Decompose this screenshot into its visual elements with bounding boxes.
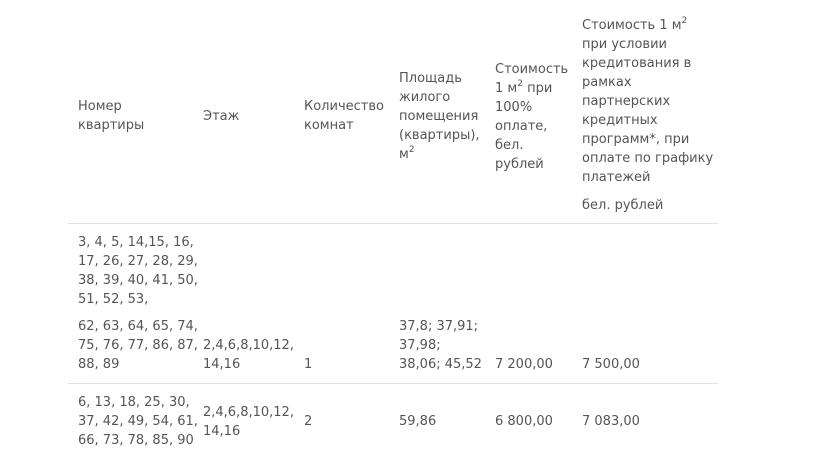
row1-price-credit: 7 500,00 bbox=[582, 357, 640, 372]
row1-apartments-part1: 3, 4, 5, 14,15, 16, 17, 26, 27, 28, 29, 38, 39, 40, 41, 50, 51, 52, 53, bbox=[78, 235, 198, 307]
row2-floor: 2,4,6,8,10,12, 14,16 bbox=[203, 405, 294, 439]
row1-area: 37,8; 37,91; 37,98; 38,06; 45,52 bbox=[399, 319, 482, 372]
row2-apartments: 6, 13, 18, 25, 30, 37, 42, 49, 54, 61, 66, 73, 78, 85, 90 bbox=[78, 395, 198, 448]
header-floor: Этаж bbox=[203, 109, 240, 124]
header-price-credit: Стоимость 1 $м^2$ при условии кредитования в рамках партнерских кредитных программ*, при оплате по графику платежей бел. рублей bbox=[582, 15, 714, 213]
header-rooms: Количество комнат bbox=[304, 99, 384, 133]
row1-price-full: 7 200,00 bbox=[495, 357, 553, 372]
row2-area: 59,86 bbox=[399, 414, 437, 429]
header-apartment-number: Номер квартиры bbox=[78, 99, 145, 133]
row2-price-credit: 7 083,00 bbox=[582, 414, 640, 429]
row2-price-full: 6 800,00 bbox=[495, 414, 553, 429]
header-divider bbox=[68, 223, 718, 224]
header-price-full-payment: Стоимость 1 $м^2$ при 100% оплате, бел. рублей bbox=[495, 62, 569, 172]
header-living-area: Площадь жилого помещения (квартиры), $м^2$ bbox=[399, 71, 480, 162]
row1-rooms: 1 bbox=[304, 357, 313, 372]
row2-rooms: 2 bbox=[304, 414, 313, 429]
row-divider bbox=[68, 383, 718, 384]
row1-apartments-part2: 62, 63, 64, 65, 74, 75, 76, 77, 86, 87, 88, 89 bbox=[78, 319, 198, 372]
row1-floor: 2,4,6,8,10,12, 14,16 bbox=[203, 338, 294, 372]
